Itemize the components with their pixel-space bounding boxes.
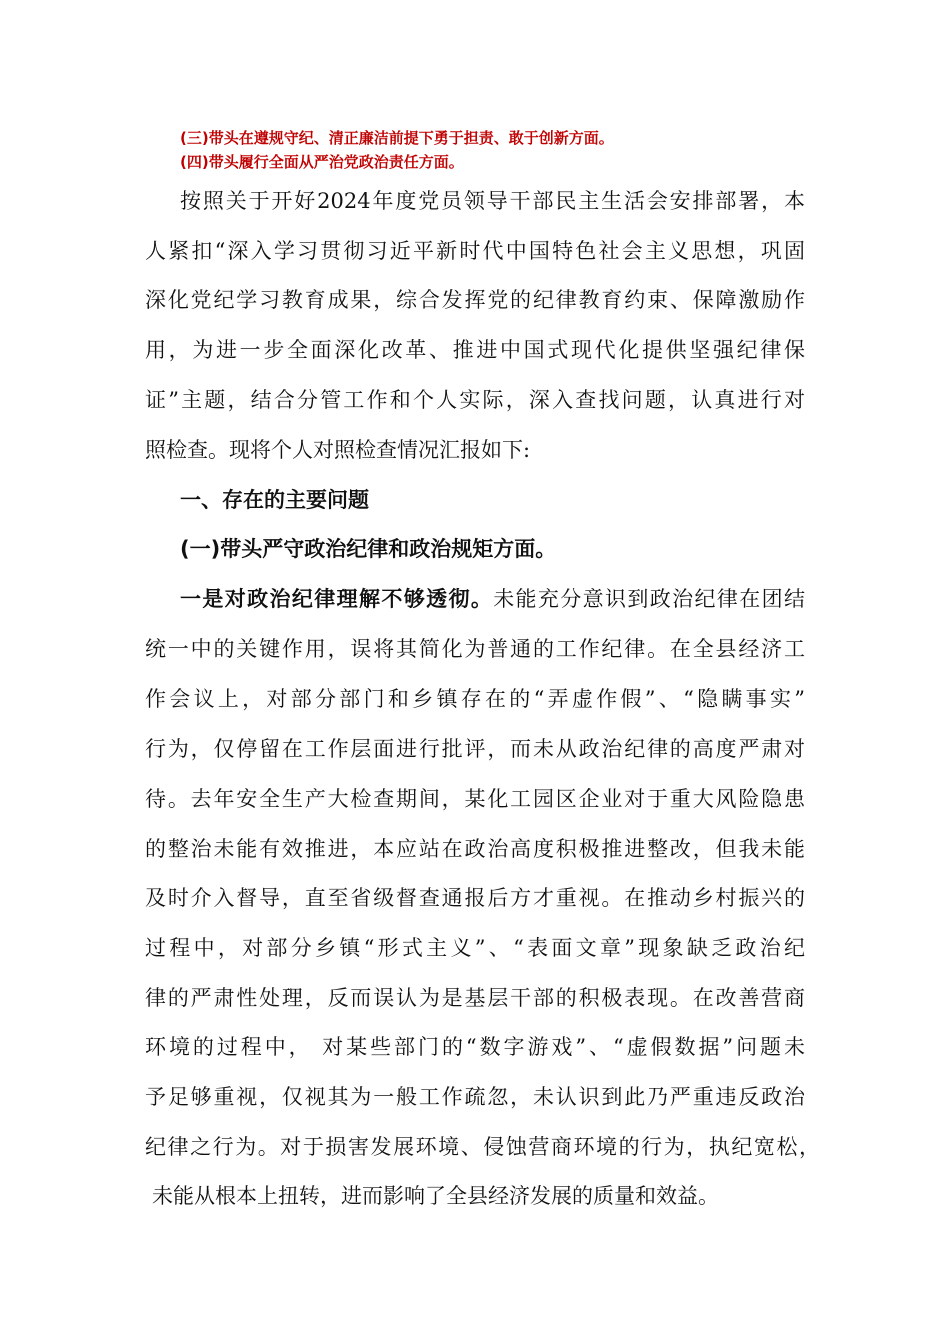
section-heading: 一、存在的主要问题 [180,488,369,512]
point-lead: 一是对政治纪律理解不够透彻。 [180,587,494,611]
body-line: 及时介入督导，直至省级督查通报后方才重视。在推动乡村振兴的 [145,886,805,910]
intro-line: 证”主题，结合分管工作和个人实际，深入查找问题，认真进行对 [145,388,805,412]
body-line: 的整治未能有效推进，本应站在政治高度积极推进整改，但我未能 [145,837,805,861]
subsection-heading: (一)带头严守政治纪律和政治规矩方面。 [180,537,557,561]
body-line: 律的严肃性处理，反而误认为是基层干部的积极表现。在改善营商 [145,986,805,1010]
body-line: 统一中的关键作用，误将其简化为普通的工作纪律。在全县经济工 [145,637,805,661]
intro-line: 照检查。现将个人对照检查情况汇报如下: [145,438,531,462]
body-line: 环境的过程中， 对某些部门的“数字游戏”、“虚假数据”问题未 [145,1035,805,1059]
point-text: 未能充分意识到政治纪律在团结 [493,587,806,611]
intro-line: 用，为进一步全面深化改革、推进中国式现代化提供坚强纪律保 [145,338,805,362]
red-item-3: (三)带头在遵规守纪、清正廉洁前提下勇于担责、敢于创新方面。 [180,129,614,147]
intro-line: 人紧扣“深入学习贯彻习近平新时代中国特色社会主义思想，巩固 [145,239,805,263]
body-line: 纪律之行为。对于损害发展环境、侵蚀营商环境的行为，执纪宽松， [145,1135,820,1159]
body-line: 过程中，对部分乡镇“形式主义”、“表面文章”现象缺乏政治纪 [145,936,805,960]
body-line: 予足够重视，仅视其为一般工作疏忽，未认识到此乃严重违反政治 [145,1085,805,1109]
point-first-line [180,585,805,613]
intro-line: 按照关于开好2024年度党员领导干部民主生活会安排部署，本 [180,189,805,213]
body-line: 作会议上，对部分部门和乡镇存在的“弄虚作假”、“隐瞒事实” [145,687,805,711]
red-item-4: (四)带头履行全面从严治党政治责任方面。 [180,153,464,171]
body-line: 未能从根本上扭转，进而影响了全县经济发展的质量和效益。 [152,1184,719,1208]
body-line: 待。去年安全生产大检查期间，某化工园区企业对于重大风险隐患 [145,787,805,811]
intro-line: 深化党纪学习教育成果，综合发挥党的纪律教育约束、保障激励作 [145,288,805,312]
body-line: 行为，仅停留在工作层面进行批评，而未从政治纪律的高度严肃对 [145,737,805,761]
